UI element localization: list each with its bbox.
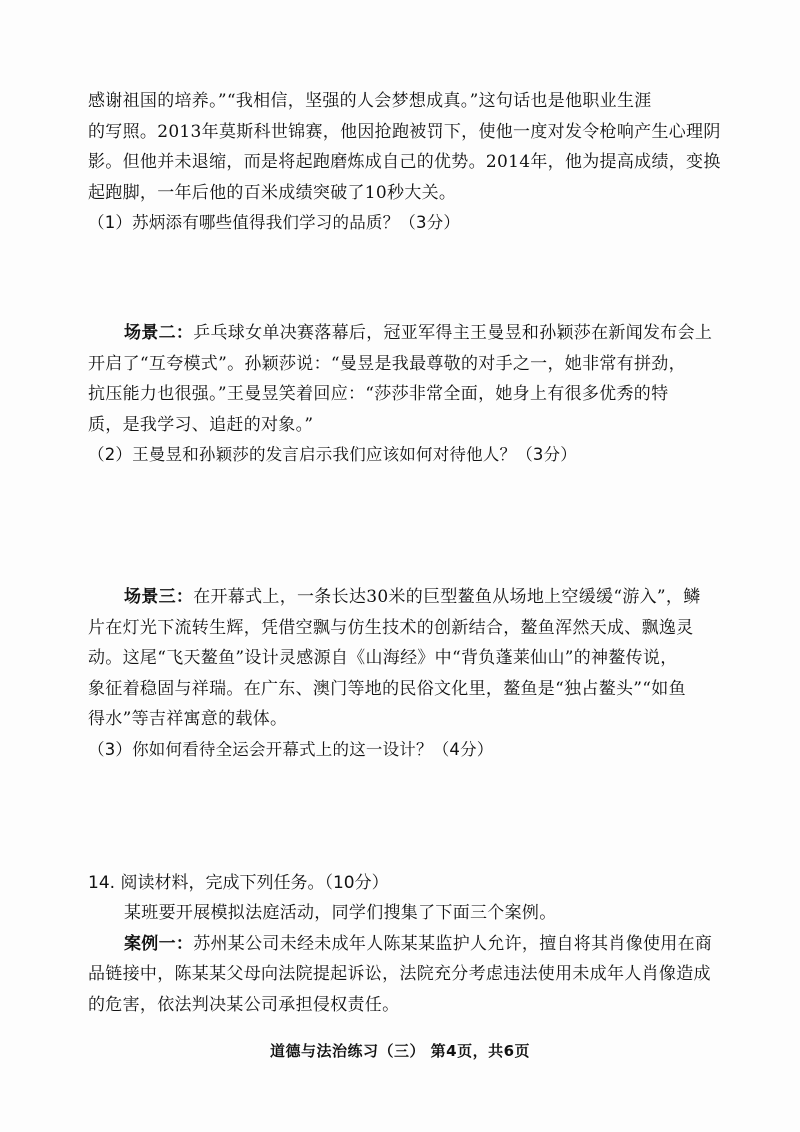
scene-2-line: 抗压能力也很强。”王曼昱笑着回应：“莎莎非常全面，她身上有很多优秀的特 xyxy=(88,384,669,404)
page-footer: 道德与法治练习（三） 第4页，共6页 xyxy=(269,1042,531,1060)
intro-paragraph xyxy=(88,86,768,238)
question-14-heading: 14. 阅读材料，完成下列任务。（10分） xyxy=(88,873,389,893)
intro-line: 感谢祖国的培养。”“我相信，坚强的人会梦想成真。”这句话也是他职业生涯 xyxy=(88,91,652,111)
scene-3-paragraph xyxy=(88,582,768,765)
case-1-label: 案例一： xyxy=(124,933,194,954)
case-1-line: 品链接中，陈某某父母向法院提起诉讼，法院充分考虑违法使用未成年人肖像造成 xyxy=(88,964,711,984)
case-1-text: 苏州某公司未经未成年人陈某某监护人允许，擅自将其肖像使用在商 xyxy=(193,933,713,954)
scene-3-line: 动。这尾“飞天鳌鱼”设计灵感源自《山海经》中“背负蓬莱仙山”的神鳌传说， xyxy=(88,648,678,668)
scene-2-text: 乒乓球女单决赛落幕后，冠亚军得主王曼昱和孙颖莎在新闻发布会上 xyxy=(193,323,713,343)
scene-2-line: 质，是我学习、追赶的对象。” xyxy=(88,414,314,435)
question-14 xyxy=(88,868,768,1020)
scene-2-label: 场景二： xyxy=(124,323,194,343)
scene-3-line: 片在灯光下流转生辉，凭借空飘与仿生技术的创新结合，鳌鱼浑然天成、飘逸灵 xyxy=(88,617,694,638)
scene-3-line: 得水”等吉祥寓意的载体。 xyxy=(88,709,288,729)
question-1: （1）苏炳添有哪些值得我们学习的品质？（3分） xyxy=(88,213,461,232)
scene-3-line: 象征着稳固与祥瑞。在广东、澳门等地的民俗文化里，鳌鱼是“独占鳌头”“如鱼 xyxy=(88,678,686,699)
question-2: （2）王曼昱和孙颖莎的发言启示我们应该如何对待他人？（3分） xyxy=(88,445,577,464)
scene-3-first-line xyxy=(88,582,768,613)
question-14-intro: 某班要开展模拟法庭活动，同学们搜集了下面三个案例。 xyxy=(124,903,557,923)
question-3: （3）你如何看待全运会开幕式上的这一设计？（4分） xyxy=(88,739,494,759)
scene-2-first-line xyxy=(88,318,768,349)
intro-line: 起跑脚，一年后他的百米成绩突破了10秒大关。 xyxy=(88,182,457,203)
intro-line: 的写照。2013年莫斯科世锦赛，他因抢跑被罚下，使他一度对发令枪响产生心理阴 xyxy=(88,121,721,142)
scene-3-text: 在开幕式上，一条长达30米的巨型鳌鱼从场地上空缓缓“游入”，鳞 xyxy=(193,587,701,607)
scene-2-line: 开启了“互夸模式”。孙颖莎说：“曼昱是我最尊敬的对手之一，她非常有拼劲， xyxy=(88,353,686,374)
case-1-line: 的危害，依法判决某公司承担侵权责任。 xyxy=(88,994,400,1015)
intro-line: 影。但他并未退缩，而是将起跑磨炼成自己的优势。2014年，他为提高成绩，变换 xyxy=(88,152,721,172)
case-1-first-line xyxy=(88,929,768,960)
scene-3-label: 场景三： xyxy=(124,587,194,607)
scene-2-paragraph xyxy=(88,318,768,470)
